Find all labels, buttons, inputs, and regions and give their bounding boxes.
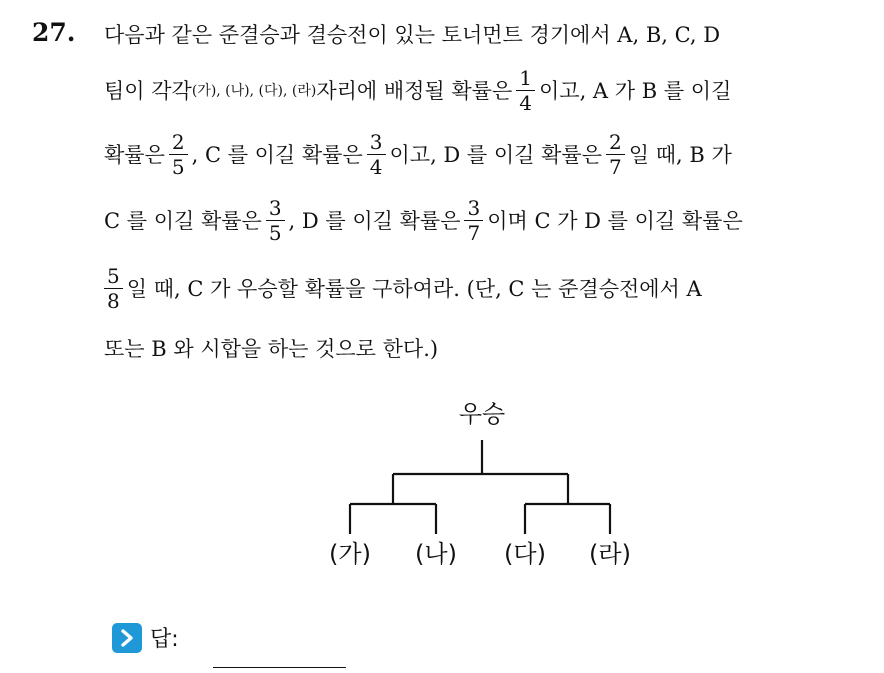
fraction-numerator: 2 [606, 132, 625, 155]
question-text: 팀이 각각 [104, 79, 192, 103]
question-text: C 를 이길 확률은 [104, 209, 262, 233]
question-text: 확률은 [104, 143, 165, 167]
fraction-denominator: 5 [171, 154, 185, 179]
fraction [169, 129, 188, 179]
bracket-slot-da: (다) [504, 540, 546, 568]
question-line-4 [104, 194, 864, 246]
fraction-denominator: 4 [369, 154, 383, 179]
question-text: 이고, A 가 B 를 이길 [539, 79, 732, 103]
question-text: 일 때, C 가 우승할 확률을 구하여라. (단, C 는 준결승전에서 A [126, 277, 702, 301]
fraction-denominator: 4 [519, 90, 532, 115]
fraction [516, 65, 535, 115]
bracket-slot-ra: (라) [589, 540, 631, 568]
question-number: 27. [32, 18, 76, 47]
slot-labels-inline: (가), (나), (다), (라) [191, 83, 317, 99]
bracket-slot-ga: (가) [329, 540, 371, 568]
fraction [464, 195, 483, 245]
question-text: 자리에 배정될 확률은 [316, 79, 513, 103]
fraction-numerator: 3 [464, 198, 483, 221]
fraction [606, 129, 625, 179]
question-line-2 [104, 64, 864, 116]
question-text: 일 때, B 가 [628, 143, 732, 167]
fraction-numerator: 3 [367, 132, 386, 155]
answer-blank[interactable] [213, 667, 346, 668]
question-text: 또는 B 와 시합을 하는 것으로 한다.) [104, 337, 439, 361]
question-line-1 [104, 18, 864, 50]
question-line-6 [104, 332, 864, 364]
fraction [104, 263, 123, 313]
question-text: , D 를 이길 확률은 [288, 209, 461, 233]
fraction-denominator: 7 [467, 220, 481, 245]
question-text: 이고, D 를 이길 확률은 [389, 143, 603, 167]
fraction-numerator: 1 [516, 68, 535, 91]
fraction-numerator: 5 [104, 266, 123, 289]
answer-row [112, 622, 179, 653]
bracket-winner-label: 우승 [458, 400, 506, 428]
fraction-denominator: 7 [609, 154, 622, 179]
question-text: , C 를 이길 확률은 [191, 143, 363, 167]
fraction [367, 129, 386, 179]
chevron-right-icon [112, 623, 142, 653]
question-line-5 [104, 262, 864, 314]
bracket-lines [350, 440, 610, 534]
fraction [266, 195, 285, 245]
question-line-3 [104, 128, 864, 180]
question-text: 이며 C 가 D 를 이길 확률은 [487, 209, 743, 233]
fraction-numerator: 3 [266, 198, 285, 221]
bracket-slot-na: (나) [415, 540, 457, 568]
fraction-denominator: 8 [107, 288, 120, 313]
tournament-bracket [300, 392, 680, 582]
question-text: 다음과 같은 준결승과 결승전이 있는 토너먼트 경기에서 A, B, C, D [104, 23, 721, 47]
fraction-denominator: 5 [268, 220, 282, 245]
answer-label: 답: [150, 627, 179, 652]
fraction-numerator: 2 [169, 132, 188, 155]
